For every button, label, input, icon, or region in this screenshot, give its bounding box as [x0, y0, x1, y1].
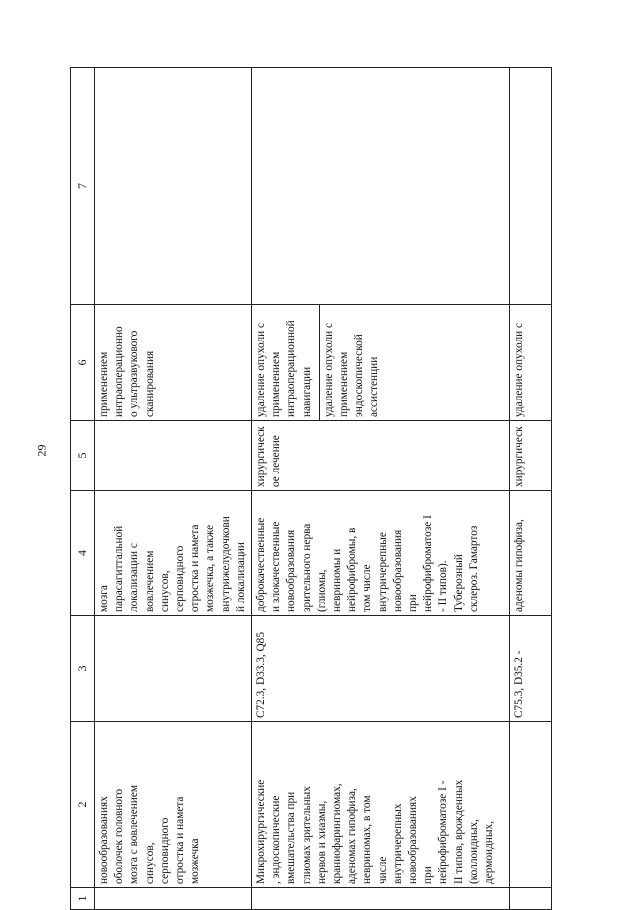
row2-col2 [252, 722, 510, 888]
cell-text-line: C72.3, D33.3, Q85 [255, 632, 268, 718]
cell-text-line: серповидного [158, 817, 171, 884]
cell-text-line: том числе [361, 564, 374, 612]
row1-col3 [95, 616, 252, 722]
cell-text-line: нервов и хиазмы, [315, 800, 328, 884]
cell-text-line: интраоперационно [113, 326, 126, 417]
cell-text-line: эндоскопической [353, 334, 366, 417]
table-row [252, 68, 510, 910]
row1-col6 [95, 305, 252, 421]
header-col-6: 6 [71, 305, 95, 421]
header-col-2: 2 [71, 722, 95, 888]
row3-col3 [510, 616, 552, 722]
cell-text-line: интраоперационной [285, 320, 298, 417]
cell-text-line: новообразованиях [407, 796, 420, 884]
cell-text-line: глиомах зрительных [300, 786, 313, 884]
cell-text-line: применением [98, 351, 110, 417]
cell-text-line: при [422, 866, 435, 884]
header-col-7: 7 [71, 68, 95, 305]
cell-text-line: новообразования [285, 529, 298, 612]
row1-col4 [95, 491, 252, 616]
row1-col2 [95, 722, 252, 888]
cell-text-line: - II типов). [437, 560, 450, 612]
cell-text-line: ое лечение [270, 435, 283, 487]
cell-text-line: о ультразвукового [128, 330, 141, 417]
table-row [95, 68, 252, 910]
row3-col2 [510, 722, 552, 888]
cell-text-line: оболочек головного [113, 788, 126, 884]
cell-text-line: дермоидных, [483, 821, 496, 884]
cell-text-line: удаление опухоли с [255, 323, 268, 417]
cell-text-line: II типов, врожденных [452, 779, 465, 884]
row2-col6-sub-b [319, 305, 383, 420]
row2-col6 [252, 305, 510, 421]
row2-col4 [252, 491, 510, 616]
row3-col5 [510, 421, 552, 491]
row2-col5 [252, 421, 510, 491]
cell-text-line: аденомы гипофиза, [513, 519, 526, 612]
cell-text-line: (глиомы, [315, 569, 328, 612]
cell-text-line: удаление опухоли с [513, 323, 526, 417]
cell-text-line: новообразованиях [98, 796, 110, 884]
cell-text-line: й локализации [234, 542, 247, 612]
cell-text-line: синусов, [158, 570, 171, 612]
cell-text-line: синусов, [143, 842, 156, 884]
row3-col1 [510, 888, 552, 910]
table-row [510, 68, 552, 910]
cell-text-line: аденомах гипофиза, [346, 788, 359, 884]
row2-col3 [252, 616, 510, 722]
cell-text-line: мозжечка, а также [204, 524, 217, 612]
cell-text-line: краниофарингиомах, [331, 783, 344, 884]
cell-text-line: отростка и намета [174, 796, 187, 884]
cell-text-line: Туберозный [452, 554, 465, 612]
cell-text-line: удаление опухоли с [322, 323, 335, 417]
row2-col1 [252, 888, 510, 910]
row1-col7 [95, 68, 252, 305]
cell-text-line: ассистенции [368, 356, 381, 417]
row2-col6-sub-a [254, 308, 315, 417]
cell-text-line: нейрофибромы, в [346, 527, 359, 612]
header-col-1: 1 [71, 888, 95, 910]
cell-text-line: нейрофиброматозе I - [437, 780, 450, 884]
row3-col6 [510, 305, 552, 421]
cell-text-line: склероз. Гамартоз [467, 525, 480, 612]
cell-text-line: локализации с [128, 543, 141, 612]
cell-text-line: применением [270, 351, 283, 417]
cell-text-line: применением [338, 351, 351, 417]
cell-text-line: C75.3, D35.2 - [513, 650, 526, 718]
row1-col5 [95, 421, 252, 491]
cell-text-line: внутричерепные [376, 532, 389, 612]
header-col-5: 5 [71, 421, 95, 491]
row3-col4 [510, 491, 552, 616]
row1-col1 [95, 888, 252, 910]
cell-text-line: навигации [300, 366, 313, 417]
header-col-3: 3 [71, 616, 95, 722]
cell-text-line: парасагиттальной [113, 525, 126, 612]
cell-text-line: нейрофиброматозе I [422, 515, 435, 612]
cell-text-line: числе [376, 856, 389, 884]
cell-text-line: внутричерепных [391, 803, 404, 884]
cell-text-line: хирургическ [513, 426, 526, 487]
cell-text-line: зрительного нерва [300, 523, 313, 612]
procedures-table [70, 67, 552, 910]
cell-text-line: мозга [98, 585, 110, 612]
cell-text-line: мозга с вовлечением [128, 785, 141, 884]
cell-text-line: Микрохирургические [255, 779, 268, 884]
cell-text-line: отростка и намета [189, 524, 202, 612]
row3-col7 [510, 68, 552, 305]
header-col-4: 4 [71, 491, 95, 616]
cell-text-line: доброкачественные [255, 517, 268, 612]
cell-text-line: при [407, 594, 420, 612]
cell-text-line: мозжечка [189, 838, 202, 884]
cell-text-line: хирургическ [255, 426, 268, 487]
row2-col7 [252, 68, 510, 305]
cell-text-line: внутрижелудочкови [219, 516, 232, 612]
cell-text-line: вовлечением [143, 550, 156, 612]
rotated-table-sheet [70, 75, 543, 910]
page-number: 29 [34, 444, 49, 457]
cell-text-line: и злокачественные [270, 521, 283, 612]
cell-text-line: невриномах, в том [361, 795, 374, 884]
cell-text-line: новообразования [391, 529, 404, 612]
cell-text-line: , эндоскопические [270, 795, 283, 884]
cell-text-line: невриномы и [331, 548, 344, 612]
cell-text-line: серповидного [174, 545, 187, 612]
cell-text-line: сканирования [143, 350, 156, 417]
cell-text-line: вмешательства при [285, 791, 298, 884]
header-row [71, 68, 95, 910]
cell-text-line: (коллоидных, [467, 818, 480, 884]
